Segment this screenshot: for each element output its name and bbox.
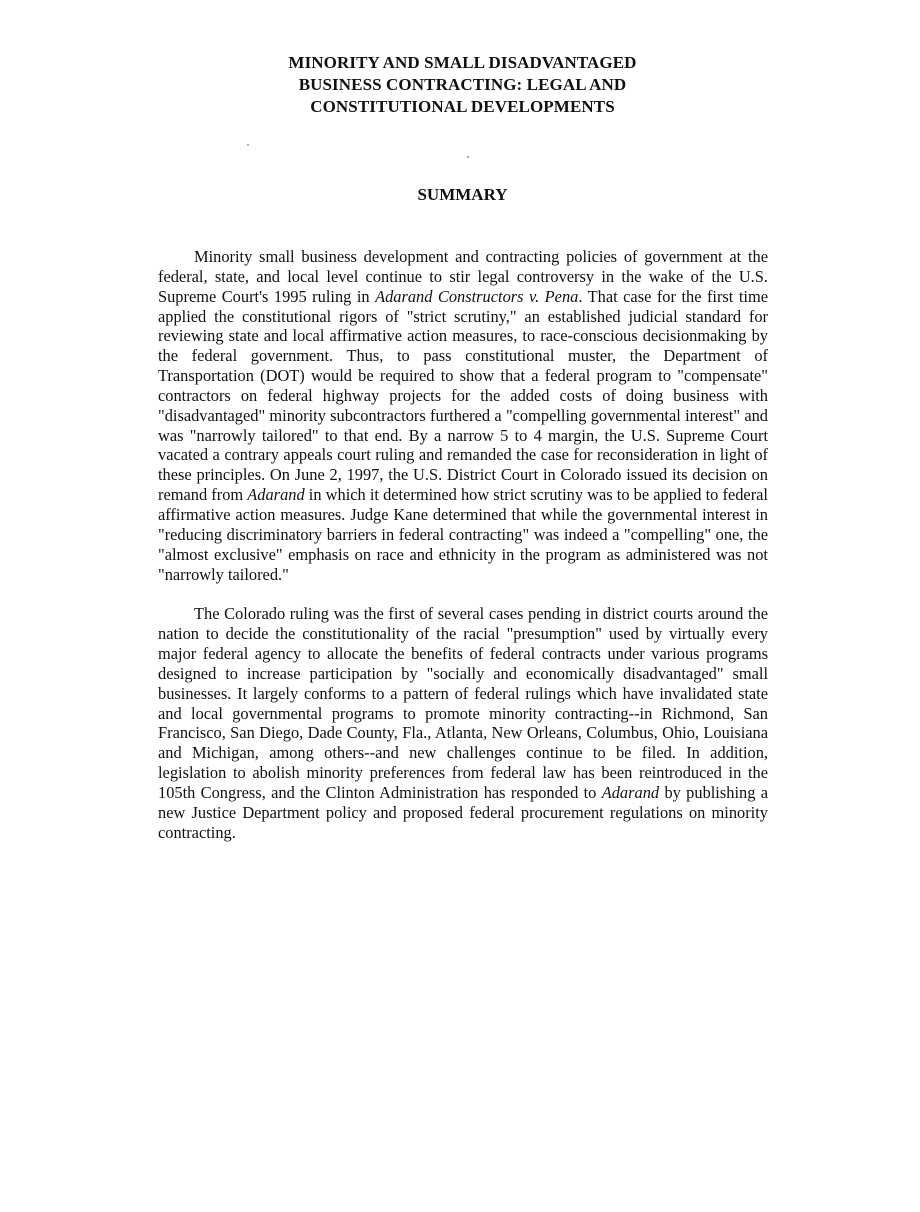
paragraph-text: . That case for the first time applied the constitutional rigors of "strict scrutiny," an established judicial standard for reviewing state and local affirmative action measures, to race-conscious decisionmaking by the federal government. Thus, to pass constitutional muster, the Department of Transportation (DOT) would be required to show that a federal program to "compensate" contractors on federal highway projects for the added costs of doing business with "disadvantaged" minority subcontractors furthered a "compelling governmental interest" and was "narrowly tailored" to that end. By a narrow 5 to 4 margin, the U.S. Supreme Court vacated a contrary appeals court ruling and remanded the case for reconsideration in light of these principles. On June 2, 1997, the U.S. District Court in Colorado issued its decision on remand from (158, 286, 768, 505)
case-name-italic: Adarand Constructors v. Pena (375, 286, 579, 306)
title-line: MINORITY AND SMALL DISADVANTAGED (288, 53, 637, 72)
summary-body (158, 247, 768, 842)
summary-paragraph-2 (158, 604, 768, 842)
scan-speck (247, 144, 249, 146)
title-line: CONSTITUTIONAL DEVELOPMENTS (310, 97, 615, 116)
scan-speck (467, 156, 469, 158)
summary-paragraph-1 (158, 247, 768, 584)
paragraph-text: The Colorado ruling was the first of several cases pending in district courts around the nation to decide the constitutionality of the racial "presumption" used by virtually every major federal agency to allocate the benefits of federal contracts under various programs designed to increase participation by "socially and economically disadvantaged" small businesses. It largely conforms to a pattern of federal rulings which have invalidated state and local governmental programs to promote minority contracting--in Richmond, San Francisco, San Diego, Dade County, Fla., Atlanta, New Orleans, Columbus, Ohio, Louisiana and Michigan, among others--and new challenges continue to be filed. In addition, legislation to abolish minority preferences from federal law has been reintroduced in the 105th Congress, and the Clinton Administration has responded to (158, 604, 768, 802)
title-line: BUSINESS CONTRACTING: LEGAL AND (298, 75, 627, 94)
case-name-italic: Adarand (247, 485, 305, 505)
paragraph-text: in which it determined how strict scrutiny was to be applied to federal affirmative action measures. Judge Kane determined that while the governmental interest in "reducing discriminatory barriers in federal contracting" was indeed a "compelling" one, the "almost exclusive" emphasis on race and ethnicity in the program as administered was not "narrowly tailored." (158, 485, 768, 584)
paragraph-text: by publishing a new Justice Department policy and proposed federal procurement regulations on minority contracting. (158, 782, 769, 842)
section-heading-summary: SUMMARY (417, 185, 508, 204)
paragraph-text: Minority small business development and contracting policies of government at the federal, state, and local level continue to stir legal controversy in the wake of the U.S. Supreme Court's 1995 ruling in (158, 247, 768, 306)
case-name-italic: Adarand (601, 782, 660, 802)
document-title (160, 52, 765, 118)
